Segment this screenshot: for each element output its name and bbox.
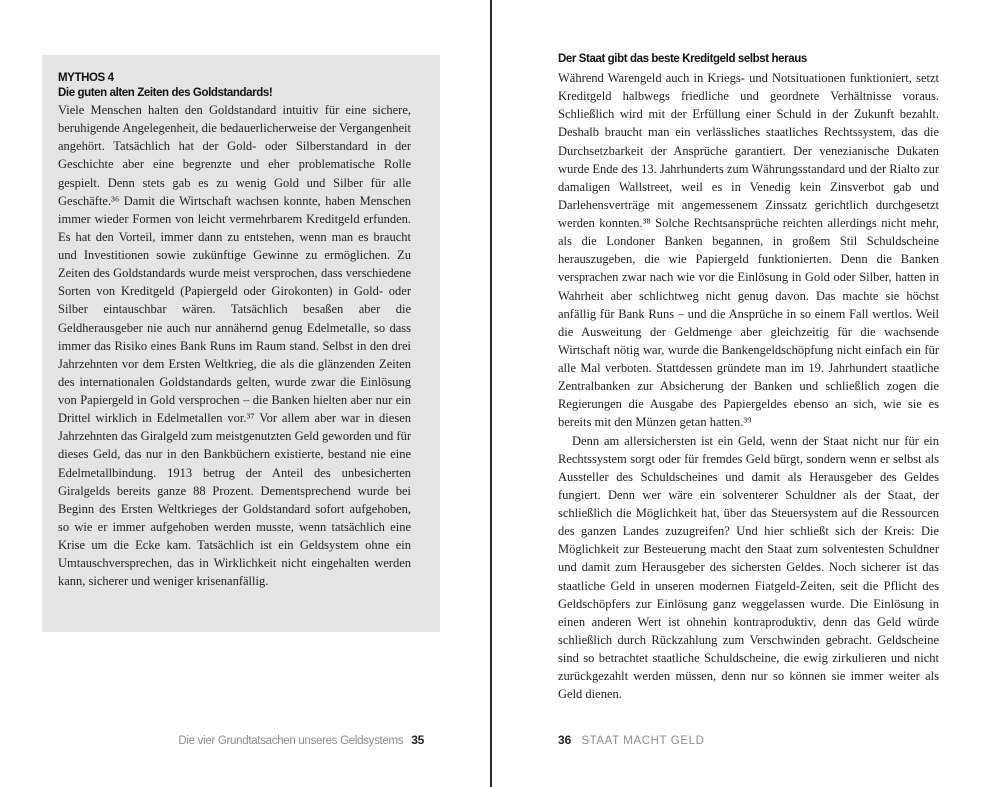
paragraph-1: Während Warengeld auch in Kriegs- und Notsituationen funktioniert, setzt Kreditgeld halbwegs friedliche und geordnete Verhältnisse voraus. Schließlich wird mit der Erfüllung einer Schuld in der Zukunft bezahlt. Deshalb braucht man ein verlässliches staatliches Rechtssystem, das die Durchsetzbarkeit der Ansprüche garantiert. Der venezianische Dukaten wurde Ende des 13. Jahrhunderts zum Währungsstandard und der Rialto zur damaligen Wallstreet, weil es in Venedig kein Zinsverbot gab und Darlehensverträge mit angemessenem Zinssatz gerichtlich durchgesetzt werden konnten.³⁸ Solche Rechtsansprüche reichten allerdings nicht mehr, als die Londoner Banken begannen, in großem Stil Schuldscheine herauszugeben, die wie Papiergeld funktionierten. Denn die Banken versprachen zwar nach wie vor die Einlösung in Gold oder Silber, hatten in Wahrheit aber schlichtweg nicht genug davon. Das machte sie höchst anfällig für Bank Runs – und die Ansprüche in so einem Fall wertlos. Weil die Ausweitung der Geldmenge aber gleichzeitig für die wachsende Wirtschaft nötig war, wurde die Bankengeldschöpfung nicht einfach ein für alle Mal verboten. Stattdessen gründete man im 19. Jahrhundert staatliche Zentralbanken zur Absicherung der Banken und schließlich zogen die Regierungen die Ausgabe des Papiergeldes ebenso an sich, wie sie es bereits mit den Münzen getan hatten.³⁹ — [558, 71, 939, 430]
right-body — [558, 69, 939, 703]
mythos-body — [58, 101, 411, 590]
paragraph-2: Denn am allersichersten ist ein Geld, wenn der Staat nicht nur für ein Rechtssystem sorgt oder für fremdes Geld bürgt, sondern wenn er selbst als Aussteller des Schuldscheines und damit als Herausgeber des Geldes fungiert. Denn wer wäre ein solventerer Schuldner als der Staat, der schließlich die Möglichkeit hat, über das Steuersystem auf die Ressourcen des ganzen Landes zuzugreifen? Und hier schließt sich der Kreis: Die Möglichkeit zur Besteuerung macht den Staat zum solventesten Schuldner und damit zum Herausgeber des sichersten Geldes. Noch sicherer ist das staatliche Geld in unseren modernen Fiatgeld-Zeiten, seit die Pflicht des Geldschöpfers zur Einlösung ganz weggelassen wurde. Die Einlösung in einen anderen Wert ist ohnehin kontraproduktiv, denn das Geld würde schließlich durch Rückzahlung zum Verschwinden gebracht. Geldscheine sind so betrachtet staatliche Schuldscheine, die ewig zirkulieren und nicht zurückgezahlt werden müssen, denn nur so können sie immer weiter als Geld dienen. — [558, 433, 939, 702]
right-running-title: STAAT MACHT GELD — [581, 735, 705, 747]
mythos-paragraph: Viele Menschen halten den Goldstandard intuitiv für eine sichere, beruhigende Angelegenheit, die bedauerlicherweise der Vergangenheit angehört. Tatsächlich hat der Gold- oder Silberstandard in der Geschichte aber eine begrenzte und eher problematische Rolle gespielt. Denn stets gab es zu wenig Gold und Silber für alle Geschäfte.³⁶ Damit die Wirtschaft wachsen konnte, haben Menschen immer wieder Formen von leicht vermehrbarem Kreditgeld erfunden. Es hat den Vorteil, immer dann zu entstehen, wenn man es braucht und Investitionen sowie zukünftige Gewinne zu ermöglichen. Zu Zeiten des Goldstandards wurde meist versprochen, dass verschiedene Sorten von Kreditgeld (Papiergeld oder Girokonten) in Gold- oder Silber eintauschbar wären. Tatsächlich besaßen aber die Geldherausgeber nie auch nur annähernd genug Edelmetalle, so dass immer das Risiko eines Bank Runs im Raum stand. Selbst in den drei Jahrzehnten vor dem Ersten Weltkrieg, die als die glänzenden Zeiten des internationalen Goldstandards gelten, wurde zwar die Einlösung von Papiergeld in Gold versprochen – die Banken hielten aber nur ein Drittel wirklich in Edelmetallen vor.³⁷ Vor allem aber war in diesen Jahrzehnten das Giralgeld zum meistgenutzten Geld geworden und für dieses Geld, das nur in den Bankbüchern existierte, bestand nie eine Edelmetallbindung. 1913 betrug der Anteil des unbesicherten Giralgelds bereits ganze 88 Prozent. Dementsprechend wurde bei Beginn des Ersten Weltkrieges der Goldstandard sofort aufgehoben, so wie er immer aufgehoben werden musste, wenn tatsächlich eine Krise um die Ecke kam. Tatsächlich ist ein Geldsystem ohne ein Umtauschversprechen, das in Wirklichkeit nicht eingehalten werden kann, sicherer und weniger krisenanfällig. — [58, 103, 411, 589]
book-spine — [490, 0, 492, 787]
left-page-number: 35 — [411, 733, 424, 747]
mythos-label: MYTHOS 4 — [58, 72, 114, 84]
left-footer — [178, 733, 424, 747]
right-page-text — [558, 52, 939, 703]
mythos-heading: Die guten alten Zeiten des Goldstandards! — [58, 87, 273, 99]
mythos-box — [42, 55, 440, 632]
right-footer — [558, 733, 705, 747]
mythos-box-content — [58, 71, 411, 590]
right-page-number: 36 — [558, 733, 572, 747]
left-running-title: Die vier Grundtatsachen unseres Geldsystems — [178, 735, 404, 747]
section-heading: Der Staat gibt das beste Kreditgeld selbst heraus — [558, 53, 807, 65]
